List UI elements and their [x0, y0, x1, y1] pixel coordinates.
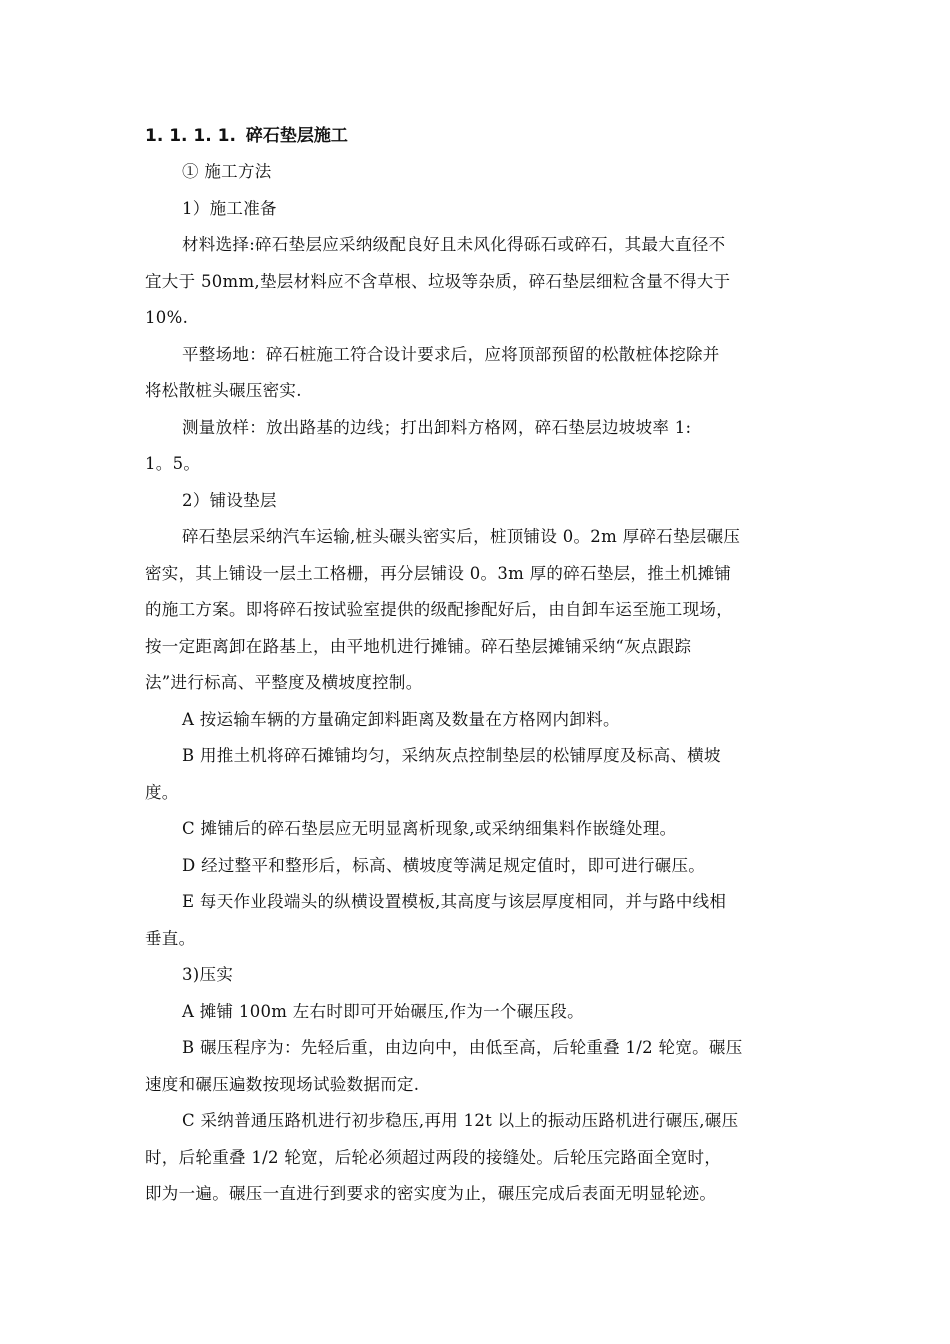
paragraph-line: 将松散桩头碾压密实. — [145, 381, 302, 400]
paragraph-a2 — [145, 994, 805, 1031]
paragraph-d1 — [145, 848, 805, 885]
paragraph-a1 — [145, 702, 805, 739]
paragraph-line: C 采纳普通压路机进行初步稳压,再用 12t 以上的振动压路机进行碾压,碾压 — [182, 1111, 739, 1130]
paragraph-line: 材料选择:碎石垫层应采纳级配良好且未风化得砾石或碎石，其最大直径不 — [182, 235, 726, 254]
paragraph-line: 3)压实 — [182, 965, 234, 984]
paragraph-method — [145, 154, 805, 191]
paragraph-list — [145, 154, 805, 1213]
paragraph-compact — [145, 957, 805, 994]
paragraph-line: 碎石垫层采纳汽车运输,桩头碾头密实后，桩顶铺设 0。2m 厚碎石垫层碾压 — [182, 527, 741, 546]
paragraph-e1 — [145, 884, 805, 957]
paragraph-lay — [145, 483, 805, 520]
paragraph-line: 法”进行标高、平整度及横坡度控制。 — [145, 673, 423, 692]
paragraph-b1 — [145, 738, 805, 811]
section-heading — [145, 118, 805, 154]
paragraph-line: D 经过整平和整形后，标高、横坡度等满足规定值时，即可进行碾压。 — [182, 855, 706, 875]
paragraph-line: 10%. — [145, 308, 189, 327]
paragraph-line: C 摊铺后的碎石垫层应无明显离析现象,或采纳细集料作嵌缝处理。 — [182, 819, 677, 838]
paragraph-transport — [145, 519, 805, 702]
paragraph-line: ① 施工方法 — [182, 162, 272, 181]
paragraph-line: 1。5。 — [145, 454, 201, 473]
paragraph-c1 — [145, 811, 805, 848]
paragraph-line: 1）施工准备 — [182, 198, 277, 218]
paragraph-line: 按一定距离卸在路基上，由平地机进行摊铺。碎石垫层摊铺采纳“灰点跟踪 — [145, 636, 692, 656]
paragraph-line: 平整场地：碎石桩施工符合设计要求后，应将顶部预留的松散桩体挖除并 — [182, 344, 720, 364]
paragraph-line: 即为一遍。碾压一直进行到要求的密实度为止，碾压完成后表面无明显轮迹。 — [145, 1184, 717, 1203]
paragraph-line: 度。 — [145, 782, 179, 802]
paragraph-level — [145, 337, 805, 410]
paragraph-line: A 按运输车辆的方量确定卸料距离及数量在方格网内卸料。 — [182, 709, 620, 729]
paragraph-prep — [145, 191, 805, 228]
section-number: 1. 1. 1. 1. — [145, 126, 236, 146]
paragraph-line: 宜大于 50mm,垫层材料应不含草根、垃圾等杂质，碎石垫层细粒含量不得大于 — [145, 271, 731, 291]
paragraph-material — [145, 227, 805, 337]
paragraph-line: 密实，其上铺设一层土工格栅，再分层铺设 0。3m 厚的碎石垫层，推土机摊铺 — [145, 563, 732, 583]
section-title: 碎石垫层施工 — [245, 126, 348, 146]
paragraph-line: E 每天作业段端头的纵横设置模板,其高度与该层厚度相同，并与路中线相 — [182, 892, 727, 911]
paragraph-survey — [145, 410, 805, 483]
paragraph-b2 — [145, 1030, 805, 1103]
paragraph-line: 测量放样：放出路基的边线；打出卸料方格网，碎石垫层边坡坡率 1: — [182, 417, 692, 437]
paragraph-line: 的施工方案。即将碎石按试验室提供的级配掺配好后，由自卸车运至施工现场， — [145, 600, 733, 619]
paragraph-line: A 摊铺 100m 左右时即可开始碾压,作为一个碾压段。 — [182, 1001, 584, 1021]
paragraph-line: B 用推土机将碎石摊铺均匀，采纳灰点控制垫层的松铺厚度及标高、横坡 — [182, 746, 721, 765]
document-body — [145, 118, 805, 1213]
paragraph-c2 — [145, 1103, 805, 1213]
paragraph-line: 速度和碾压遍数按现场试验数据而定. — [145, 1074, 420, 1094]
paragraph-line: B 碾压程序为：先轻后重，由边向中，由低至高，后轮重叠 1/2 轮宽。碾压 — [182, 1038, 743, 1057]
paragraph-line: 垂直。 — [145, 928, 196, 948]
paragraph-line: 2）铺设垫层 — [182, 490, 277, 510]
paragraph-line: 时，后轮重叠 1/2 轮宽，后轮必须超过两段的接缝处。后轮压完路面全宽时， — [145, 1147, 722, 1167]
